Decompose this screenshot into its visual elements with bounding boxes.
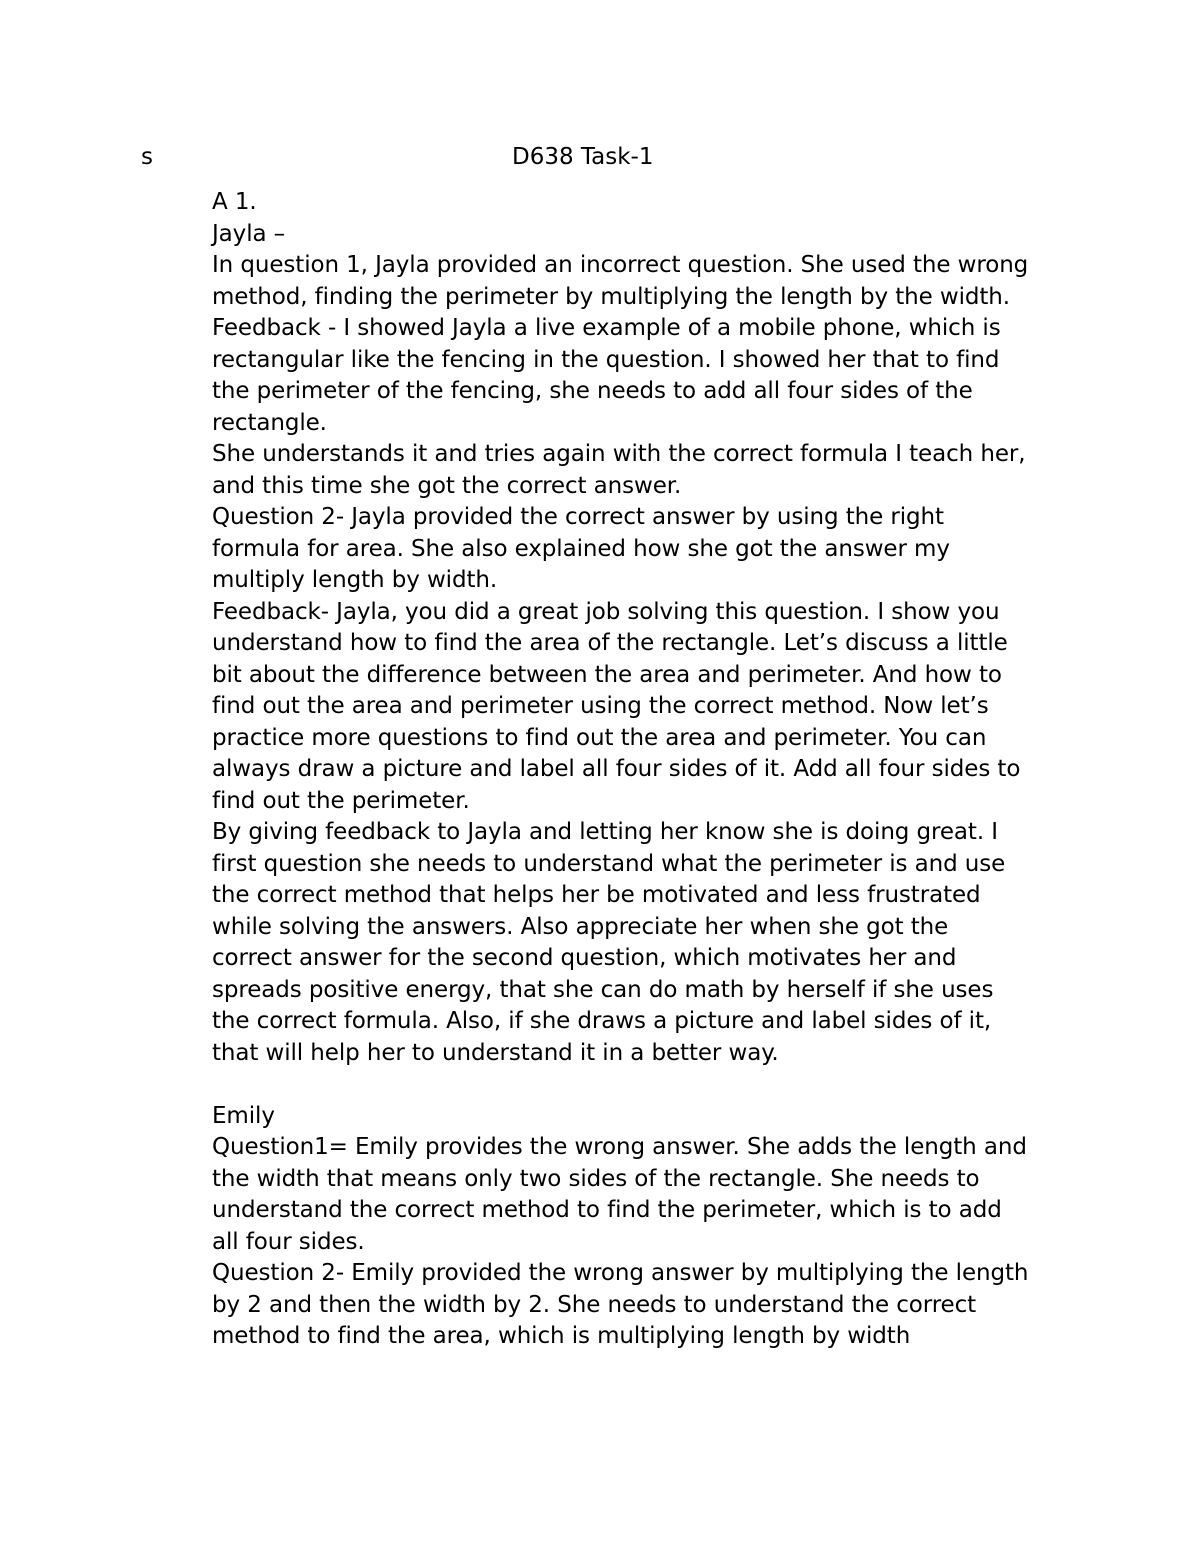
- text-line: always draw a picture and label all four sides of it. Add all four sides to: [212, 756, 1021, 782]
- text-line: the correct formula. Also, if she draws a picture and label sides of it,: [212, 1008, 992, 1034]
- text-line: all four sides.: [212, 1228, 365, 1255]
- text-line: formula for area. She also explained how she got the answer my: [212, 535, 950, 562]
- text-line: Question 2- Emily provided the wrong answer by multiplying the length: [212, 1260, 1029, 1286]
- text-line: rectangular like the fencing in the question. I showed her that to find: [212, 346, 1000, 373]
- text-line: practice more questions to find out the area and perimeter. You can: [212, 724, 987, 751]
- text-line: understand how to find the area of the rectangle. Let’s discuss a little: [212, 630, 1008, 656]
- text-line: Emily: [212, 1102, 275, 1129]
- text-line: Feedback - I showed Jayla a live example of a mobile phone, which is: [212, 315, 1001, 341]
- text-line: the correct method that helps her be motivated and less frustrated: [212, 882, 981, 908]
- text-line: multiply length by width.: [212, 567, 498, 593]
- text-line: the width that means only two sides of the rectangle. She needs to: [212, 1165, 980, 1192]
- text-line: by 2 and then the width by 2. She needs to understand the correct: [212, 1291, 977, 1318]
- document-body: [212, 187, 1072, 1353]
- text-line: find out the perimeter.: [212, 787, 470, 814]
- text-line: spreads positive energy, that she can do math by herself if she uses: [212, 976, 994, 1003]
- text-line: understand the correct method to find the perimeter, which is to add: [212, 1197, 1002, 1223]
- header-left-mark: s: [141, 144, 153, 170]
- text-line: first question she needs to understand what the perimeter is and use: [212, 850, 1006, 877]
- text-line: find out the area and perimeter using the correct method. Now let’s: [212, 693, 989, 719]
- blank-line: [212, 1069, 1072, 1101]
- text-line: rectangle.: [212, 409, 327, 436]
- text-line: method, finding the perimeter by multiplying the length by the width.: [212, 283, 1010, 310]
- document-title: D638 Task-1: [512, 144, 654, 170]
- text-line: Jayla –: [212, 220, 286, 247]
- text-line: the perimeter of the fencing, she needs to add all four sides of the: [212, 378, 973, 404]
- text-line: She understands it and tries again with the correct formula I teach her,: [212, 441, 1026, 467]
- text-line: Question1= Emily provides the wrong answer. She adds the length and: [212, 1134, 1027, 1160]
- text-line: Feedback- Jayla, you did a great job solving this question. I show you: [212, 598, 1000, 625]
- text-line: that will help her to understand it in a better way.: [212, 1039, 779, 1066]
- text-line: correct answer for the second question, which motivates her and: [212, 945, 957, 971]
- text-line: and this time she got the correct answer.: [212, 472, 682, 499]
- text-line: bit about the difference between the area and perimeter. And how to: [212, 661, 1002, 688]
- text-line: By giving feedback to Jayla and letting her know she is doing great. I: [212, 819, 998, 845]
- text-line: while solving the answers. Also appreciate her when she got the: [212, 913, 949, 940]
- text-line: A 1.: [212, 189, 257, 215]
- text-line: Question 2- Jayla provided the correct answer by using the right: [212, 504, 944, 530]
- text-line: In question 1, Jayla provided an incorrect question. She used the wrong: [212, 252, 1029, 278]
- text-line: method to find the area, which is multiplying length by width: [212, 1323, 911, 1349]
